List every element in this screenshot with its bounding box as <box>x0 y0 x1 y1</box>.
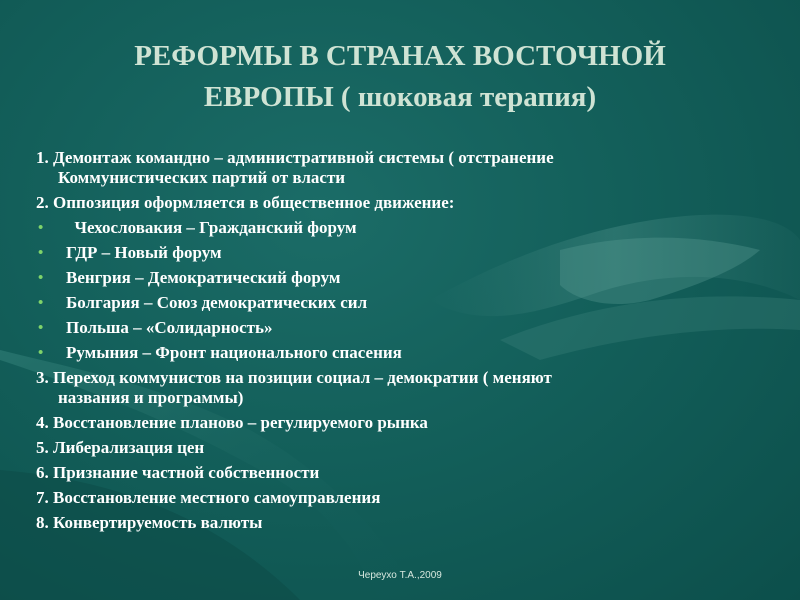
list-item-6 <box>36 463 756 483</box>
list-item-3-line-2: названия и программы) <box>58 388 244 407</box>
bullet-item-text: Чехословакия – Гражданский форум <box>66 218 357 237</box>
bullet-item-bulgaria <box>36 293 756 313</box>
list-item-2 <box>36 193 756 213</box>
list-item-3 <box>36 368 756 408</box>
bullet-item-hungary <box>36 268 756 288</box>
list-item-6-text: 6. Признание частной собственности <box>36 463 320 482</box>
list-item-3-line-1: 3. Переход коммунистов на позиции социал – демократии ( меняют <box>36 368 552 387</box>
bullet-item-text: Болгария – Союз демократических сил <box>66 293 368 312</box>
slide-title-line-1: РЕФОРМЫ В СТРАНАХ ВОСТОЧНОЙ <box>134 40 666 72</box>
bullet-icon: • <box>38 270 44 286</box>
list-item-8 <box>36 513 756 533</box>
list-item-4 <box>36 413 756 433</box>
bullet-item-text: Румыния – Фронт национального спасения <box>66 343 402 362</box>
bullet-item-czechoslovakia <box>36 218 756 238</box>
bullet-item-text: Венгрия – Демократический форум <box>66 268 341 287</box>
list-item-2-text: 2. Оппозиция оформляется в общественное движение: <box>36 193 455 212</box>
list-item-1-line-2: Коммунистических партий от власти <box>58 168 346 187</box>
list-item-5 <box>36 438 756 458</box>
list-item-1 <box>36 148 756 188</box>
bullet-icon: • <box>38 295 44 311</box>
bullet-icon: • <box>38 320 44 336</box>
list-item-7 <box>36 488 756 508</box>
bullet-item-text: Польша – «Солидарность» <box>66 318 273 337</box>
slide-title <box>60 36 740 118</box>
slide-title-line-2: ЕВРОПЫ ( шоковая терапия) <box>203 81 597 113</box>
bullet-item-poland <box>36 318 756 338</box>
list-item-4-text: 4. Восстановление планово – регулируемого рынка <box>36 413 428 432</box>
bullet-icon: • <box>38 345 44 361</box>
bullet-item-romania <box>36 343 756 363</box>
slide-content-list <box>36 148 756 538</box>
bullet-item-gdr <box>36 243 756 263</box>
bullet-icon: • <box>38 245 44 261</box>
bullet-item-text: ГДР – Новый форум <box>66 243 222 262</box>
list-item-7-text: 7. Восстановление местного самоуправления <box>36 488 381 507</box>
bullet-icon: • <box>38 220 44 236</box>
list-item-5-text: 5. Либерализация цен <box>36 438 205 457</box>
slide-footer-author: Череухо Т.А.,2009 <box>358 570 442 581</box>
list-item-8-text: 8. Конвертируемость валюты <box>36 513 263 532</box>
list-item-1-line-1: 1. Демонтаж командно – административной системы ( отстранение <box>36 148 554 167</box>
